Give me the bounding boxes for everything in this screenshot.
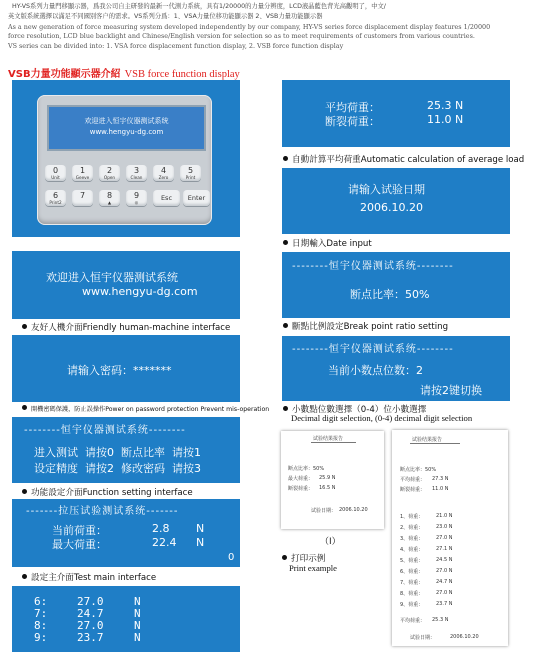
key-5[interactable] (180, 165, 201, 181)
receipt-two-break-label: 断裂荷重： (400, 487, 426, 493)
menu-header: --------恒宇仪器测试系统-------- (24, 425, 186, 436)
key-1[interactable] (72, 165, 93, 181)
menu-panel (12, 417, 240, 483)
result-number: 9: (34, 631, 48, 644)
receipt-row-value: 27.0 N (436, 535, 453, 541)
key-6[interactable] (45, 190, 66, 206)
results-panel (12, 586, 240, 652)
current-load-label: 当前荷重： (52, 524, 107, 537)
average-caption: 自動計算平均荷重Automatic calculation of average load (283, 153, 524, 165)
key-label: 7 (79, 191, 86, 200)
device-lcd-line2: www.hengyu-dg.com (89, 128, 164, 136)
break-ratio-caption: 斷點比例設定Break point ratio setting (283, 320, 448, 332)
bullet-icon (283, 406, 288, 411)
receipt-one-ratio: 断点比率：50% (288, 466, 325, 472)
current-load-unit: N (196, 522, 205, 535)
result-value: 27.0 (77, 595, 104, 608)
date-caption: 日期輸入Date input (283, 237, 372, 249)
result-value: 24.7 (77, 607, 104, 620)
decimal-caption-en: Decimal digit selection, (0-4) decimal digit selection (291, 413, 473, 423)
intro-zh-line1: HY-VS系列力量門移顯示器，爲我公司自主研發的最新一代測力系統，具有1/20000的力量分辨度，LCD液晶藍色背光高觀明了，中文/ (12, 3, 386, 10)
receipt-two-avg2-label: 平均荷重： (400, 618, 426, 624)
receipt-one-break-label: 断裂荷重： (288, 486, 314, 492)
key-sublabel: Zero (158, 175, 169, 180)
key-sublabel: Clean (130, 175, 143, 180)
bullet-icon (283, 240, 288, 245)
result-unit: N (134, 619, 141, 632)
key-label: 4 (160, 166, 167, 175)
key-sublabel: Unit (51, 175, 60, 180)
bullet-icon (283, 323, 288, 328)
receipt-row-value: 27.1 N (436, 546, 453, 552)
date-panel (282, 168, 510, 234)
date-value: 2006.10.20 (360, 201, 423, 214)
receipt-row-label: 1、荷重： (400, 514, 424, 520)
average-load-label: 平均荷重： (325, 101, 380, 114)
receipt-one-date-label: 试验日期： (311, 508, 337, 514)
receipt-row-label: 9、荷重： (400, 602, 424, 608)
key-2[interactable] (99, 165, 120, 181)
receipt-row-value: 21.0 N (436, 513, 453, 519)
decimal-line2: 请按2键切换 (420, 384, 482, 397)
key-label: 2 (106, 166, 113, 175)
key-7[interactable] (72, 190, 93, 206)
current-load-value: 2.8 (152, 522, 170, 535)
key-9[interactable] (126, 190, 147, 206)
key-enter[interactable] (183, 190, 210, 206)
test-main-caption: 設定主介面Test main interface (22, 571, 156, 583)
receipt-row-value: 27.0 N (436, 568, 453, 574)
average-load-value: 25.3 N (427, 99, 464, 112)
receipt-row-label: 4、荷重： (400, 547, 424, 553)
break-ratio-panel (282, 252, 510, 318)
intro-en-line1: As a new generation of force measuring system developed independently by our company, HY-VS series force displacement display features 1/20000 (8, 23, 491, 31)
test-header: -------拉压试验测试系统------- (26, 506, 179, 517)
break-load-label: 断裂荷重： (325, 115, 380, 128)
date-prompt: 请输入试验日期 (348, 183, 425, 196)
receipt-two-avg-label: 平均荷重： (400, 477, 426, 483)
receipt-two-break-value: 11.0 N (432, 486, 449, 492)
key-sublabel: ▲ (107, 200, 112, 205)
key-8[interactable] (99, 190, 120, 206)
key-sublabel: Print2 (49, 200, 62, 205)
result-number: 7: (34, 607, 48, 620)
intro-en-line3: VS series can be divided into: 1. VSA force displacement function display, 2. VSB force function display (8, 42, 344, 50)
receipt-two-avg2-value: 25.3 N (432, 617, 449, 623)
receipt-row-label: 5、荷重： (400, 558, 424, 564)
intro-zh-line2: 英文版系統選擇以滿足不同國別客户的需求。VS系列分爲：1、VSA力量位移功能顯示器 2、VSB力量功能顯示器 (8, 13, 323, 20)
key-label: 3 (133, 166, 140, 175)
receipt-row-label: 7、荷重： (400, 580, 424, 586)
menu-row1: 进入测试 请按0 断点比率 请按1 (34, 446, 201, 459)
print-caption-en: Print example (289, 563, 337, 573)
result-number: 6: (34, 595, 48, 608)
key-label: 0 (52, 166, 59, 175)
menu-caption: 功能設定介面Function setting interface (22, 486, 193, 498)
receipt-one (281, 431, 384, 529)
max-load-value: 22.4 (152, 536, 177, 549)
key-3[interactable] (126, 165, 147, 181)
max-load-unit: N (196, 536, 205, 549)
result-value: 27.0 (77, 619, 104, 632)
receipt-one-date: 2006.10.20 (339, 507, 368, 513)
receipt-two-ratio: 断点比率：50% (400, 467, 437, 473)
bullet-icon (282, 555, 287, 560)
welcome-line2: www.hengyu-dg.com (82, 285, 198, 298)
menu-row2: 设定精度 请按2 修改密码 请按3 (34, 462, 201, 475)
receipt-row-value: 27.0 N (436, 590, 453, 596)
intro-en-line2: force resolution, LCD blue backlight and Chinese/English version for selection so as to meet requirements of customers from various countries. (8, 32, 475, 40)
receipt-row-value: 24.5 N (436, 557, 453, 563)
receipt-two-date: 2006.10.20 (450, 634, 479, 640)
break-load-value: 11.0 N (427, 113, 464, 126)
receipt-two (392, 430, 508, 646)
decimal-line1: 当前小数点位数：2 (328, 364, 423, 377)
key-4[interactable] (153, 165, 174, 181)
receipt-one-max-value: 25.9 N (319, 475, 336, 481)
password-caption: 開機密碼保護，防止誤操作Power on password protection Prevent mis-operation (22, 404, 269, 413)
receipt-row-value: 23.7 N (436, 601, 453, 607)
section-title (8, 65, 240, 80)
device-lcd-line1: 欢迎进入恒宇仪器测试系统 (84, 117, 169, 125)
average-panel (282, 80, 510, 147)
receipt-row-label: 8、荷重： (400, 591, 424, 597)
print-caption: 打印示例 (282, 552, 325, 564)
receipt-two-avg-value: 27.3 N (432, 476, 449, 482)
receipt-one-tag: （I） (320, 537, 341, 547)
welcome-caption: 友好人機介面Friendly human-machine interface (22, 321, 230, 333)
result-unit: N (134, 607, 141, 620)
key-sublabel: Geeve (75, 175, 90, 180)
test-corner-value: 0 (228, 552, 235, 563)
key-0[interactable] (45, 165, 66, 181)
device-lcd (47, 105, 206, 151)
break-ratio-line: 断点比率：50% (350, 288, 430, 301)
result-unit: N (134, 595, 141, 608)
bullet-icon (22, 324, 27, 329)
section-title-zh: VSB力量功能顯示器介紹 (8, 69, 121, 80)
key-label: Enter (187, 194, 206, 202)
receipt-one-title: 试验结果报告 (313, 436, 344, 442)
max-load-label: 最大荷重： (52, 538, 107, 551)
key-sublabel: ◎ (134, 200, 139, 205)
section-title-en: VSB force function display (124, 69, 240, 80)
password-prompt: 请输入密码：******* (67, 364, 172, 377)
test-main-panel (12, 499, 240, 567)
result-number: 8: (34, 619, 48, 632)
result-unit: N (134, 631, 141, 644)
key-sublabel: Print (185, 175, 196, 180)
welcome-line1: 欢迎进入恒宇仪器测试系统 (46, 271, 178, 284)
decimal-panel (282, 336, 510, 401)
key-label: 8 (106, 191, 113, 200)
break-ratio-header: --------恒宇仪器测试系统-------- (292, 261, 454, 272)
decimal-caption: 小數點位數選擇（0-4）位小數選擇 (283, 403, 426, 415)
divider (410, 443, 460, 444)
welcome-panel (12, 251, 240, 319)
key-label: Esc (160, 194, 173, 202)
bullet-icon (22, 489, 27, 494)
bullet-icon (22, 574, 27, 579)
divider (311, 442, 356, 443)
receipt-row-value: 23.0 N (436, 524, 453, 530)
result-value: 23.7 (77, 631, 104, 644)
decimal-header: --------恒宇仪器测试系统-------- (292, 344, 454, 355)
key-label: 9 (133, 191, 140, 200)
key-label: 6 (52, 191, 59, 200)
key-label: 1 (79, 166, 86, 175)
receipt-two-date-label: 试验日期： (410, 635, 436, 641)
device-panel (12, 80, 240, 237)
password-panel (12, 335, 240, 402)
key-label: 5 (187, 166, 194, 175)
key-sublabel: Open (103, 175, 116, 180)
receipt-row-label: 3、荷重： (400, 536, 424, 542)
receipt-row-label: 2、荷重： (400, 525, 424, 531)
key-esc[interactable] (153, 190, 180, 206)
bullet-icon (283, 156, 288, 161)
receipt-one-max-label: 最大荷重： (288, 476, 314, 482)
keypad-device (37, 95, 212, 225)
receipt-row-label: 6、荷重： (400, 569, 424, 575)
bullet-icon (22, 405, 27, 410)
receipt-one-break-value: 16.5 N (319, 485, 336, 491)
receipt-two-title: 试验结果报告 (412, 437, 443, 443)
receipt-row-value: 24.7 N (436, 579, 453, 585)
